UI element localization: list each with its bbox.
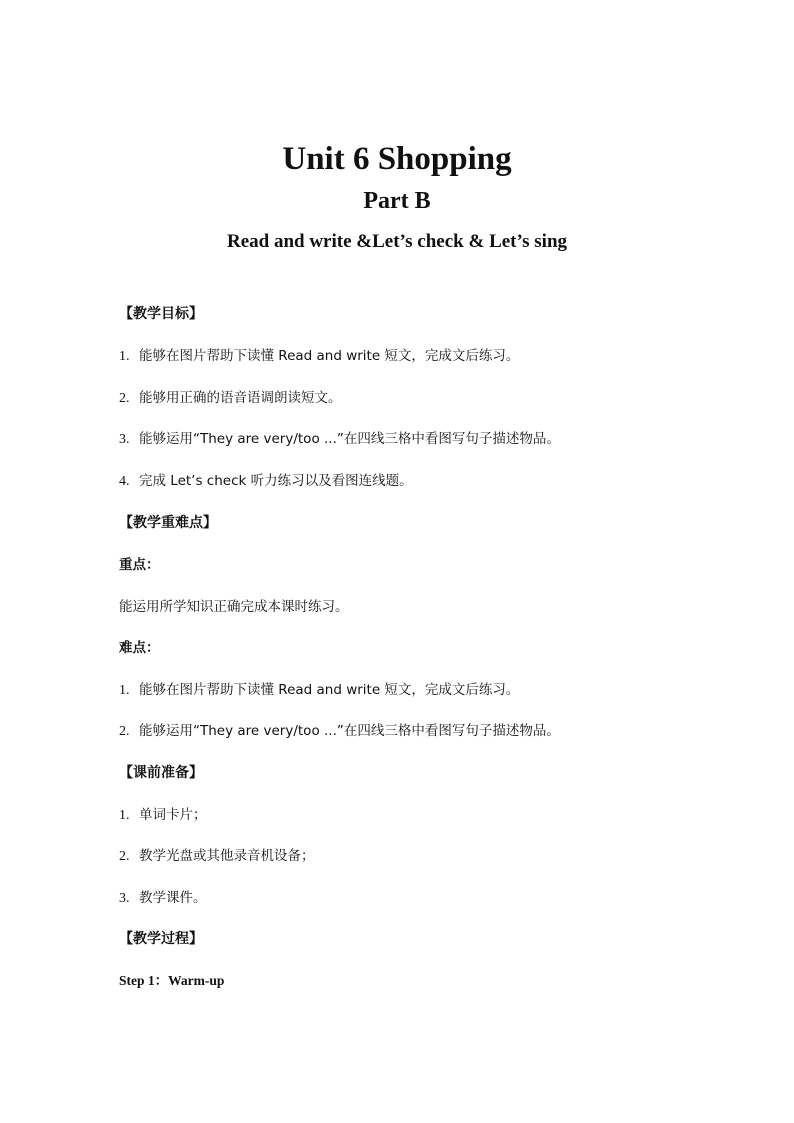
difficulty-item bbox=[119, 721, 759, 742]
objective-item bbox=[119, 346, 759, 367]
preparation-item-number: 1. bbox=[119, 808, 130, 823]
difficulty-item-text: 能够运用“They are very/too ...”在四线三格中看图写句子描述物品。 bbox=[139, 723, 560, 739]
difficulty-item bbox=[119, 680, 759, 701]
objective-item-number: 2. bbox=[119, 391, 130, 406]
objectives-heading: 【教学目标】 bbox=[119, 306, 203, 322]
difficulty-item-number: 2. bbox=[119, 724, 130, 739]
objective-item-number: 3. bbox=[119, 432, 130, 447]
process-heading: 【教学过程】 bbox=[119, 931, 203, 947]
difficulty-label: 难点： bbox=[119, 640, 160, 656]
preparation-item-text: 教学课件。 bbox=[139, 890, 207, 906]
difficulty-item-number: 1. bbox=[119, 683, 130, 698]
objective-item bbox=[119, 429, 759, 450]
preparation-item-number: 3. bbox=[119, 891, 130, 906]
preparation-item bbox=[119, 846, 759, 867]
difficulty-item-text: 能够在图片帮助下读懂 Read and write 短文，完成文后练习。 bbox=[139, 682, 520, 698]
objective-item-number: 1. bbox=[119, 349, 130, 364]
preparation-item-text: 单词卡片； bbox=[139, 807, 207, 823]
preparation-item bbox=[119, 805, 759, 826]
preparation-item bbox=[119, 888, 759, 909]
objective-item-text: 能够用正确的语音语调朗读短文。 bbox=[139, 390, 342, 406]
step-1-heading: Step 1：Warm-up bbox=[119, 973, 225, 988]
preparation-item-text: 教学光盘或其他录音机设备； bbox=[139, 848, 315, 864]
objective-item bbox=[119, 388, 759, 409]
document-title: Unit 6 Shopping bbox=[282, 141, 512, 177]
preparation-heading: 【课前准备】 bbox=[119, 765, 203, 781]
objective-item-number: 4. bbox=[119, 474, 130, 489]
objective-item bbox=[119, 471, 759, 492]
objective-item-text: 完成 Let’s check 听力练习以及看图连线题。 bbox=[139, 473, 413, 489]
document-subtitle: Part B bbox=[363, 188, 431, 214]
objective-item-text: 能够运用“They are very/too ...”在四线三格中看图写句子描述物品。 bbox=[139, 431, 560, 447]
objective-item-text: 能够在图片帮助下读懂 Read and write 短文，完成文后练习。 bbox=[139, 348, 520, 364]
preparation-item-number: 2. bbox=[119, 849, 130, 864]
key-points-heading: 【教学重难点】 bbox=[119, 515, 217, 531]
focus-label: 重点： bbox=[119, 557, 160, 573]
lesson-title: Read and write &Let’s check & Let’s sing bbox=[226, 231, 568, 252]
focus-text: 能运用所学知识正确完成本课时练习。 bbox=[119, 599, 349, 615]
